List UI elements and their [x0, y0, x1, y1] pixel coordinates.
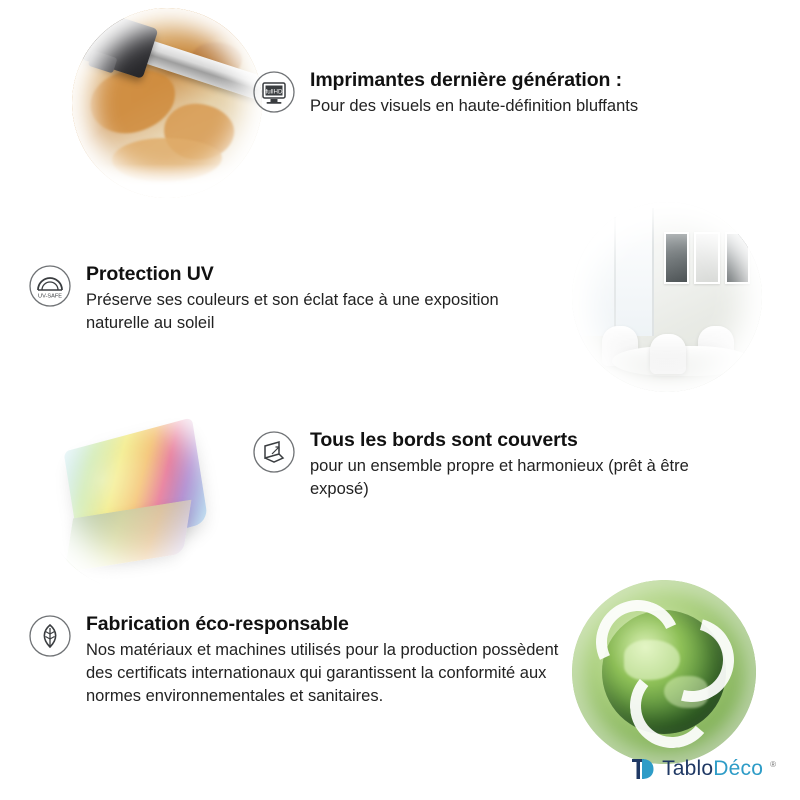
brand-logo: [629, 756, 776, 782]
uv-safe-icon: [28, 264, 72, 308]
feature-body: pour un ensemble propre et harmonieux (prêt à être exposé): [310, 457, 689, 499]
logo-text-accent: Déco: [713, 757, 764, 780]
feature-printers: [252, 68, 732, 118]
feature-title: Tous les bords sont couverts: [310, 429, 578, 451]
green-earth-recycling-photo: [572, 580, 756, 764]
fullhd-monitor-icon: [252, 70, 296, 114]
colorful-canvas-corner-photo: [40, 392, 240, 592]
svg-text:UV-SAFE: UV-SAFE: [38, 293, 62, 300]
feature-title: Protection UV: [86, 263, 214, 285]
feature-body: Préserve ses couleurs et son éclat face à une exposition naturelle au soleil: [86, 291, 499, 333]
feature-body: Nos matériaux et machines utilisés pour la production possèdent des certificats internationaux qui garantissent la conformité aux normes environnementales et sanitaires.: [86, 641, 559, 705]
bright-dining-room-interior-photo: [572, 202, 762, 392]
folded-canvas-edge-icon: [252, 430, 296, 474]
feature-body: Pour des visuels en haute-définition bluffants: [310, 97, 639, 116]
feature-title: Imprimantes dernière génération :: [310, 69, 623, 91]
feature-eco-manufacturing: [28, 612, 568, 708]
svg-text:fullHD: fullHD: [265, 88, 283, 96]
logo-wordmark: [662, 757, 763, 781]
logo-text-primary: Tablo: [662, 757, 714, 780]
feature-title: Fabrication éco-responsable: [86, 613, 349, 635]
feature-uv-protection: [28, 262, 538, 335]
feature-covered-edges: [252, 428, 712, 501]
leaf-icon: [28, 614, 72, 658]
trademark-symbol: ®: [770, 760, 776, 769]
printer-head-on-world-map-canvas-photo: [72, 8, 262, 198]
tablodeco-monogram-icon: [629, 756, 655, 782]
